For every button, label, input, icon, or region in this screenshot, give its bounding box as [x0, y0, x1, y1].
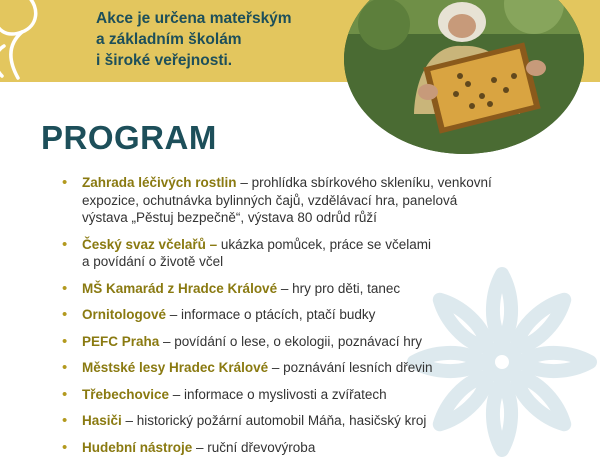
program-item-name: Český svaz včelařů – [82, 236, 218, 252]
program-item [62, 412, 542, 430]
program-item-desc: výstava „Pěstuj bezpečně“, výstava 80 odrůd růží [82, 210, 377, 225]
program-item-desc: – ruční dřevovýroba [192, 439, 316, 455]
bullet-icon: • [62, 235, 68, 253]
intro-line: Akce je určena mateřským [96, 10, 292, 27]
program-item-desc: expozice, ochutnávka bylinných čajů, vzdělávací hra, panelová [82, 192, 458, 208]
beekeeper-photo [344, 0, 584, 154]
page-title: PROGRAM [41, 119, 217, 156]
program-item [62, 280, 542, 298]
bullet-icon: • [62, 174, 68, 191]
program-item-name: Hudební nástroje [82, 439, 193, 455]
program-item [62, 359, 542, 377]
bullet-icon: • [62, 332, 68, 350]
bullet-icon: • [62, 412, 68, 429]
program-list [62, 174, 542, 465]
program-item-name: Hasiči [82, 413, 122, 428]
program-item-desc: – povídání o lese, o ekologii, poznávací hry [159, 333, 422, 349]
flower-outline-icon [0, 0, 58, 82]
bullet-icon: • [62, 438, 68, 456]
program-item-desc: ukázka pomůcek, práce se včelami [217, 236, 431, 252]
program-item [62, 333, 542, 351]
program-item-name: PEFC Praha [82, 333, 160, 349]
bullet-icon: • [62, 306, 68, 323]
intro-line: a základním školám [96, 31, 242, 48]
program-item-name: Zahrada léčivých rostlin [82, 175, 237, 190]
program-item-desc: a povídání o životě včel [82, 254, 224, 269]
program-item [62, 306, 542, 324]
program-item-name: Městské lesy Hradec Králové [82, 360, 269, 375]
bullet-icon: • [62, 359, 68, 376]
program-item-name: Třebechovice [82, 386, 170, 402]
program-item-name: Ornitologové [82, 307, 166, 322]
program-item [62, 236, 542, 271]
program-item-desc: – hry pro děti, tanec [277, 280, 401, 296]
bullet-icon: • [62, 385, 68, 403]
intro-text [96, 8, 336, 71]
program-item-desc: – historický požární automobil Máňa, hasičský kroj [121, 413, 427, 428]
program-item [62, 386, 542, 404]
program-item [62, 439, 542, 457]
program-item [62, 174, 542, 227]
intro-line: i široké veřejnosti. [96, 52, 233, 69]
program-item-desc: – informace o ptácích, ptačí budky [166, 307, 376, 322]
bullet-icon: • [62, 279, 68, 297]
program-item-name: MŠ Kamarád z Hradce Králové [82, 280, 278, 296]
program-item-desc: – informace o myslivosti a zvířatech [169, 386, 387, 402]
program-item-desc: – poznávání lesních dřevin [268, 360, 433, 375]
program-item-desc: – prohlídka sbírkového skleníku, venkovní [236, 175, 492, 190]
